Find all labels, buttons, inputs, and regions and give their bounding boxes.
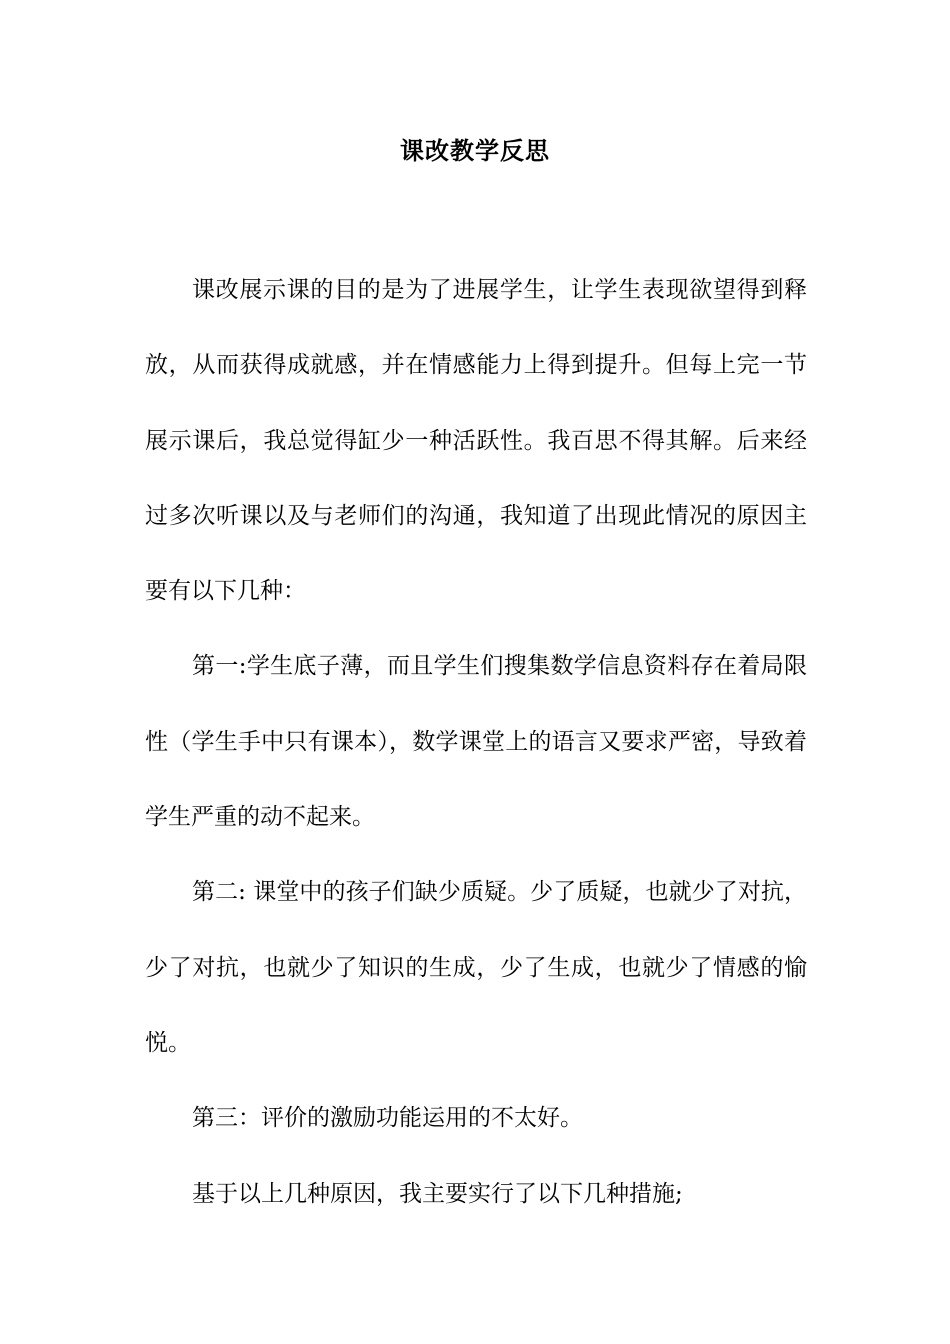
paragraph-measures: 基于以上几种原因，我主要实行了以下几种措施; (192, 1180, 683, 1207)
paragraph-intro: 课改展示课的目的是为了进展学生，让学生表现欲望得到释放，从而获得成就感，并在情感能力上得到提升。但每上完一节展示课后，我总觉得缸少一种活跃性。我百思不得其解。后来经过多次听课以及与老师们的沟通，我知道了出现此情况的原因主要有以下几种： (145, 277, 807, 605)
paragraph-reason-two: 第二: 课堂中的孩子们缺少质疑。少了质疑，也就少了对抗，少了对抗，也就少了知识的生成，少了生成，也就少了情感的愉悦。 (145, 879, 807, 1056)
document-body (145, 253, 807, 1232)
paragraph-reason-three: 第三：评价的激励功能运用的不太好。 (192, 1105, 583, 1132)
paragraph-reason-one: 第一:学生底子薄，而且学生们搜集数学信息资料存在着局限性（学生手中只有课本），数学课堂上的语言又要求严密，导致着学生严重的动不起来。 (145, 653, 807, 831)
document-title: 课改教学反思 (400, 136, 550, 165)
